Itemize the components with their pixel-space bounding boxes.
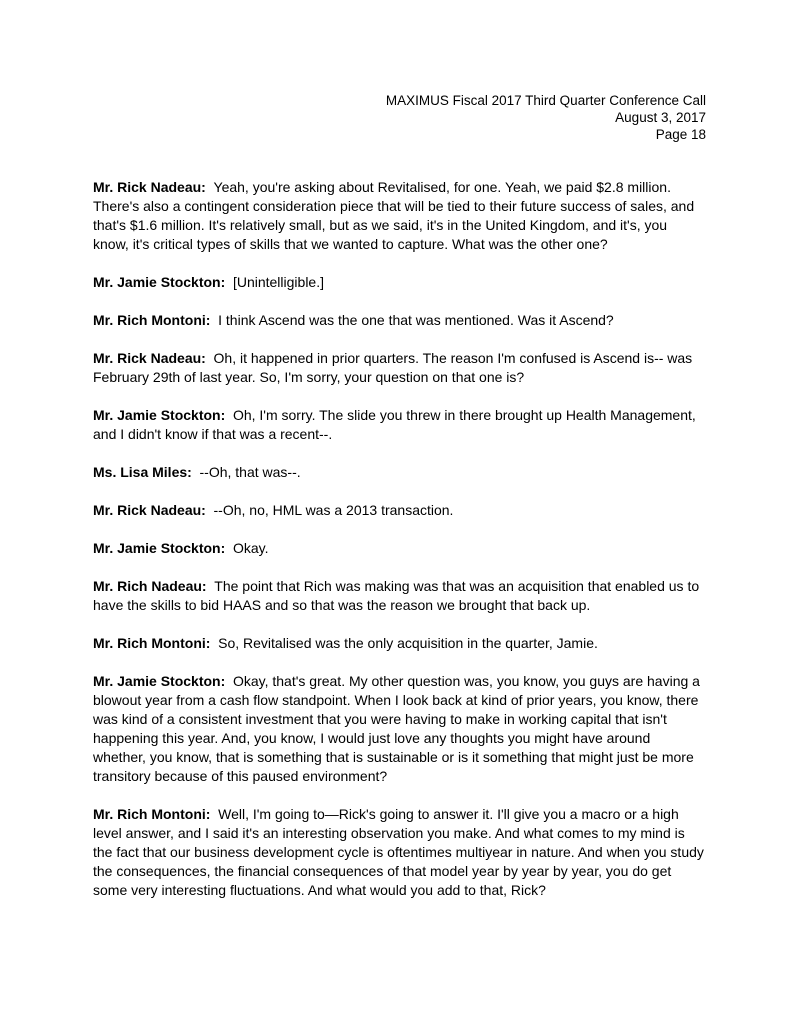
speech-text: --Oh, no, HML was a 2013 transaction.: [213, 502, 454, 518]
speech-paragraph: [93, 577, 706, 615]
header-date: August 3, 2017: [615, 110, 706, 125]
speech-text: The point that Rich was making was that was an acquisition that enabled us to have the skills to bid HAAS and so that was the reason we brought that back up.: [93, 578, 700, 613]
speech-text: Oh, I'm sorry. The slide you threw in there brought up Health Management, and I didn't know if that was a recent--.: [93, 407, 696, 442]
transcript-body: [93, 178, 706, 900]
speech-paragraph: [93, 501, 706, 520]
speech-paragraph: [93, 672, 706, 786]
speech-text: Oh, it happened in prior quarters. The reason I'm confused is Ascend is-- was February 29th of last year. So, I'm sorry, your question on that one is?: [93, 350, 693, 385]
speech-paragraph: [93, 311, 706, 330]
speaker-name: Mr. Jamie Stockton:: [93, 274, 226, 290]
speech-text: I think Ascend was the one that was mentioned. Was it Ascend?: [218, 312, 614, 328]
speaker-name: Mr. Jamie Stockton:: [93, 540, 226, 556]
speech-paragraph: [93, 805, 706, 900]
speech-paragraph: [93, 273, 706, 292]
speech-paragraph: [93, 178, 706, 254]
speech-text: --Oh, that was--.: [199, 464, 301, 480]
speech-paragraph: [93, 463, 706, 482]
speaker-name: Mr. Rick Nadeau:: [93, 350, 206, 366]
speaker-name: Mr. Jamie Stockton:: [93, 673, 226, 689]
header-page-number: Page 18: [655, 127, 706, 142]
speaker-name: Mr. Rich Montoni:: [93, 806, 211, 822]
speaker-name: Mr. Rich Nadeau:: [93, 578, 207, 594]
speaker-name: Mr. Rick Nadeau:: [93, 179, 206, 195]
speaker-name: Mr. Rick Nadeau:: [93, 502, 206, 518]
speech-text: Okay, that's great. My other question was, you know, you guys are having a blowout year from a cash flow standpoint. When I look back at kind of prior years, you know, there was kind of a consistent investment that you were having to make in working capital that isn't happening this year. And, you know, I would just love any thoughts you might have around whether, you know, that is something that is sustainable or is it something that might just be more transitory because of this paused environment?: [93, 673, 700, 784]
speech-paragraph: [93, 539, 706, 558]
speech-text: Okay.: [232, 540, 269, 556]
speech-paragraph: [93, 349, 706, 387]
header-title: MAXIMUS Fiscal 2017 Third Quarter Conference Call: [385, 93, 706, 108]
speech-text: So, Revitalised was the only acquisition in the quarter, Jamie.: [218, 635, 598, 651]
speaker-name: Mr. Rich Montoni:: [93, 635, 211, 651]
speaker-name: Mr. Rich Montoni:: [93, 312, 211, 328]
speech-paragraph: [93, 634, 706, 653]
speech-text: Yeah, you're asking about Revitalised, for one. Yeah, we paid $2.8 million. There's also a contingent consideration piece that will be tied to their future success of sales, and that's $1.6 million. It's relatively small, but as we said, it's in the United Kingdom, and it's, you know, it's critical types of skills that we wanted to capture. What was the other one?: [93, 179, 695, 252]
speech-text: [Unintelligible.]: [232, 274, 325, 290]
speech-paragraph: [93, 406, 706, 444]
document-header: [93, 92, 706, 143]
speech-text: Well, I'm going to—Rick's going to answer it. I'll give you a macro or a high level answer, and I said it's an interesting observation you make. And what comes to my mind is the fact that our business development cycle is oftentimes multiyear in nature. And when you study the consequences, the financial consequences of that model year by year by year, you do get some very interesting fluctuations. And what would you add to that, Rick?: [93, 806, 704, 898]
speaker-name: Ms. Lisa Miles:: [93, 464, 192, 480]
speaker-name: Mr. Jamie Stockton:: [93, 407, 226, 423]
